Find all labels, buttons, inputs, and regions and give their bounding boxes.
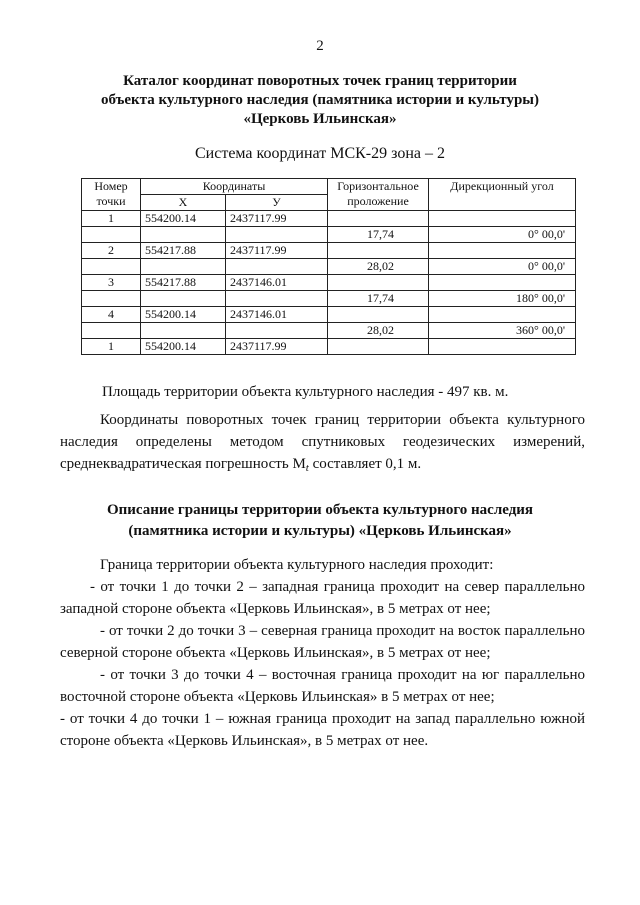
distance-cell: 28,02 xyxy=(328,323,429,339)
y-cell: 2437117.99 xyxy=(226,243,328,259)
empty-cell xyxy=(82,291,141,307)
boundary-intro: Граница территории объекта культурного наследия проходит: xyxy=(100,557,494,573)
table-row xyxy=(82,323,576,339)
angle-cell: 0° 00,0' xyxy=(429,259,576,275)
title-line-2: объекта культурного наследия (памятника истории и культуры) xyxy=(100,92,539,108)
empty-cell xyxy=(429,339,576,355)
empty-cell xyxy=(141,227,226,243)
point-number-cell: 4 xyxy=(82,307,141,323)
distance-cell: 17,74 xyxy=(328,291,429,307)
method-text-after: составляет 0,1 м. xyxy=(308,456,422,472)
coordinate-table xyxy=(81,178,576,355)
header-point-number: Номер точки xyxy=(82,179,141,211)
y-cell: 2437146.01 xyxy=(226,275,328,291)
empty-cell xyxy=(429,211,576,227)
point-number-cell: 1 xyxy=(82,211,141,227)
table-row xyxy=(82,259,576,275)
header-y: У xyxy=(226,195,328,211)
header-angle: Дирекционный угол xyxy=(429,179,576,211)
x-cell: 554200.14 xyxy=(141,307,226,323)
angle-cell: 360° 00,0' xyxy=(429,323,576,339)
area-statement: Площадь территории объекта культурного наследия - 497 кв. м. xyxy=(102,384,509,400)
table-row xyxy=(82,243,576,259)
empty-cell xyxy=(328,243,429,259)
document-title xyxy=(60,72,580,129)
boundary-item-1: - от точки 1 до точки 2 – западная граница проходит на север параллельно западной стороне объекта «Церковь Ильинская», в 5 метрах от нее; xyxy=(60,579,585,617)
method-subscript: t xyxy=(305,462,309,474)
distance-cell: 28,02 xyxy=(328,259,429,275)
boundary-item-4: - от точки 4 до точки 1 – южная граница проходит на запад параллельно южной стороне объекта «Церковь Ильинская», в 5 метрах от нее. xyxy=(60,711,585,749)
table-row xyxy=(82,291,576,307)
empty-cell xyxy=(429,275,576,291)
section-title-line-1: Описание границы территории объекта культурного наследия xyxy=(106,502,534,518)
page-number: 2 xyxy=(316,38,324,54)
empty-cell xyxy=(429,243,576,259)
empty-cell xyxy=(141,291,226,307)
angle-cell: 0° 00,0' xyxy=(429,227,576,243)
method-text-before: Координаты поворотных точек границ территории объекта культурного наследия определены методом спутниковых геодезических измерений, среднеквадратическая погрешность M xyxy=(60,412,585,472)
boundary-description xyxy=(60,554,585,752)
point-number-cell: 2 xyxy=(82,243,141,259)
section-title-line-2: (памятника истории и культуры) «Церковь Ильинская» xyxy=(128,523,512,539)
table-row xyxy=(82,275,576,291)
boundary-item-3: - от точки 3 до точки 4 – восточная граница проходит на юг параллельно восточной стороне объекта «Церковь Ильинская» в 5 метрах от нее; xyxy=(60,667,585,705)
table-row xyxy=(82,339,576,355)
empty-cell xyxy=(226,259,328,275)
empty-cell xyxy=(82,259,141,275)
table-row xyxy=(82,307,576,323)
header-distance: Горизонтальное проложение xyxy=(328,179,429,211)
point-number-cell: 3 xyxy=(82,275,141,291)
header-x: X xyxy=(141,195,226,211)
table-row xyxy=(82,227,576,243)
empty-cell xyxy=(82,323,141,339)
x-cell: 554217.88 xyxy=(141,243,226,259)
header-coordinates: Координаты xyxy=(141,179,328,195)
empty-cell xyxy=(328,307,429,323)
y-cell: 2437117.99 xyxy=(226,339,328,355)
point-number-cell: 1 xyxy=(82,339,141,355)
empty-cell xyxy=(226,323,328,339)
empty-cell xyxy=(328,211,429,227)
angle-cell: 180° 00,0' xyxy=(429,291,576,307)
table-row xyxy=(82,211,576,227)
empty-cell xyxy=(429,307,576,323)
empty-cell xyxy=(141,259,226,275)
empty-cell xyxy=(328,339,429,355)
y-cell: 2437146.01 xyxy=(226,307,328,323)
boundary-item-2: - от точки 2 до точки 3 – северная граница проходит на восток параллельно северной стороне объекта «Церковь Ильинская», в 5 метрах от нее; xyxy=(60,623,585,661)
x-cell: 554217.88 xyxy=(141,275,226,291)
empty-cell xyxy=(141,323,226,339)
measurement-method-paragraph xyxy=(60,409,585,479)
empty-cell xyxy=(82,227,141,243)
x-cell: 554200.14 xyxy=(141,339,226,355)
coordinate-system-label: Система координат МСК-29 зона – 2 xyxy=(194,145,446,162)
x-cell: 554200.14 xyxy=(141,211,226,227)
empty-cell xyxy=(226,291,328,307)
title-line-3: «Церковь Ильинская» xyxy=(243,111,397,127)
y-cell: 2437117.99 xyxy=(226,211,328,227)
empty-cell xyxy=(328,275,429,291)
empty-cell xyxy=(226,227,328,243)
distance-cell: 17,74 xyxy=(328,227,429,243)
section-title xyxy=(60,500,580,542)
title-line-1: Каталог координат поворотных точек границ территории xyxy=(123,73,517,89)
